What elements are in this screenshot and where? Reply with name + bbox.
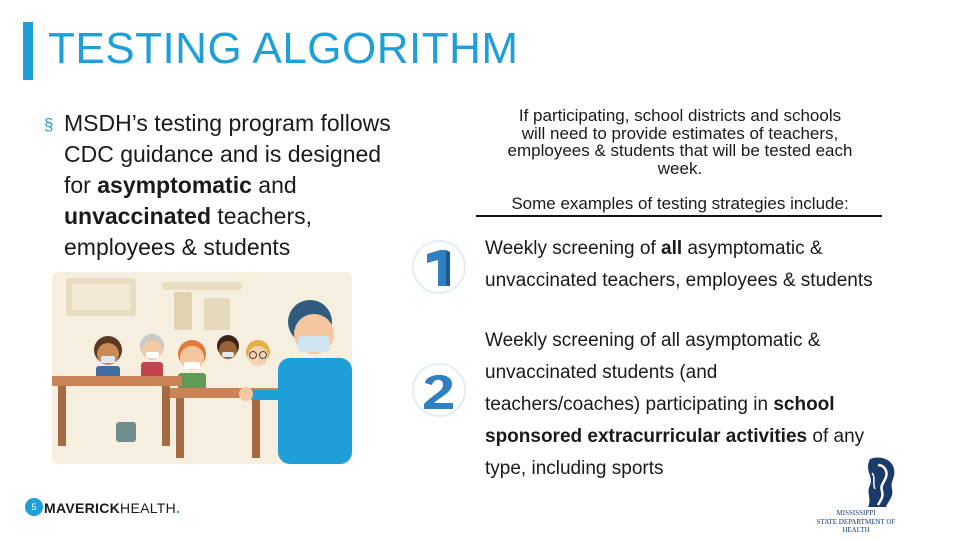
bullet-text-part2: and <box>251 172 297 198</box>
strategy-2-line-1: Weekly screening of all asymptomatic & <box>485 330 821 351</box>
maverick-health-logo <box>44 500 180 516</box>
bullet-text <box>64 108 414 263</box>
bullet-bold-asymptomatic: asymptomatic <box>97 172 252 198</box>
bullet-bold-unvaccinated: unvaccinated <box>64 203 211 229</box>
intro-line-3: employees & students that will be tested each <box>507 141 853 160</box>
strategy-1-bold-all: all <box>661 238 683 259</box>
msdh-seal-text <box>804 509 908 534</box>
logo-maverick: MAVERICK <box>44 500 121 516</box>
bullet-text-part3: teachers, employees & students <box>64 203 312 260</box>
classroom-illustration-image <box>52 272 352 464</box>
intro-line-2: will need to provide estimates of teachers, <box>521 123 839 143</box>
intro-line-4: week. <box>657 158 703 178</box>
logo-dot: . <box>176 500 181 516</box>
strategy-1-line-1a: Weekly screening of <box>485 238 662 259</box>
classroom-illustration <box>52 272 352 464</box>
strategy-2-bold-school: school <box>773 394 835 415</box>
logo-health: HEALTH <box>120 500 177 516</box>
strategy-2-line-3 <box>485 389 864 421</box>
strategy-2-line-4 <box>485 421 864 453</box>
strategy-1-line-1 <box>485 233 873 265</box>
strategy-2-bold-activities: sponsored extracurricular activities <box>485 426 808 447</box>
strategy-2-text <box>485 325 864 485</box>
title-accent-bar <box>23 22 33 80</box>
page-number: 5 <box>25 498 43 516</box>
strategy-2-line-4b: of any <box>807 426 865 447</box>
number-1-icon <box>410 238 468 296</box>
msdh-seal-org: STATE DEPARTMENT OF HEALTH <box>816 518 896 534</box>
examples-heading: Some examples of testing strategies include: <box>511 194 849 213</box>
strategy-2-line-2: unvaccinated students (and <box>485 362 718 383</box>
strategy-1-text <box>485 233 873 297</box>
strategy-2-line-3a: teachers/coaches) participating in <box>485 394 774 415</box>
bullet-text-part1: MSDH’s testing program follows CDC guidance and is designed for <box>64 110 391 198</box>
slide-title: TESTING ALGORITHM <box>48 24 519 73</box>
examples-underline <box>476 215 882 217</box>
number-2-icon <box>410 361 468 419</box>
msdh-seal-state: MISSISSIPPI <box>836 509 876 517</box>
strategy-2-line-5: type, including sports <box>485 458 664 479</box>
strategy-1-line-1b: asymptomatic & <box>682 238 823 259</box>
bullet-marker-icon: § <box>44 115 54 134</box>
strategy-1-line-2: unvaccinated teachers, employees & students <box>485 270 873 291</box>
intro-line-1: If participating, school districts and schools <box>518 106 842 125</box>
intro-paragraph <box>470 107 890 177</box>
